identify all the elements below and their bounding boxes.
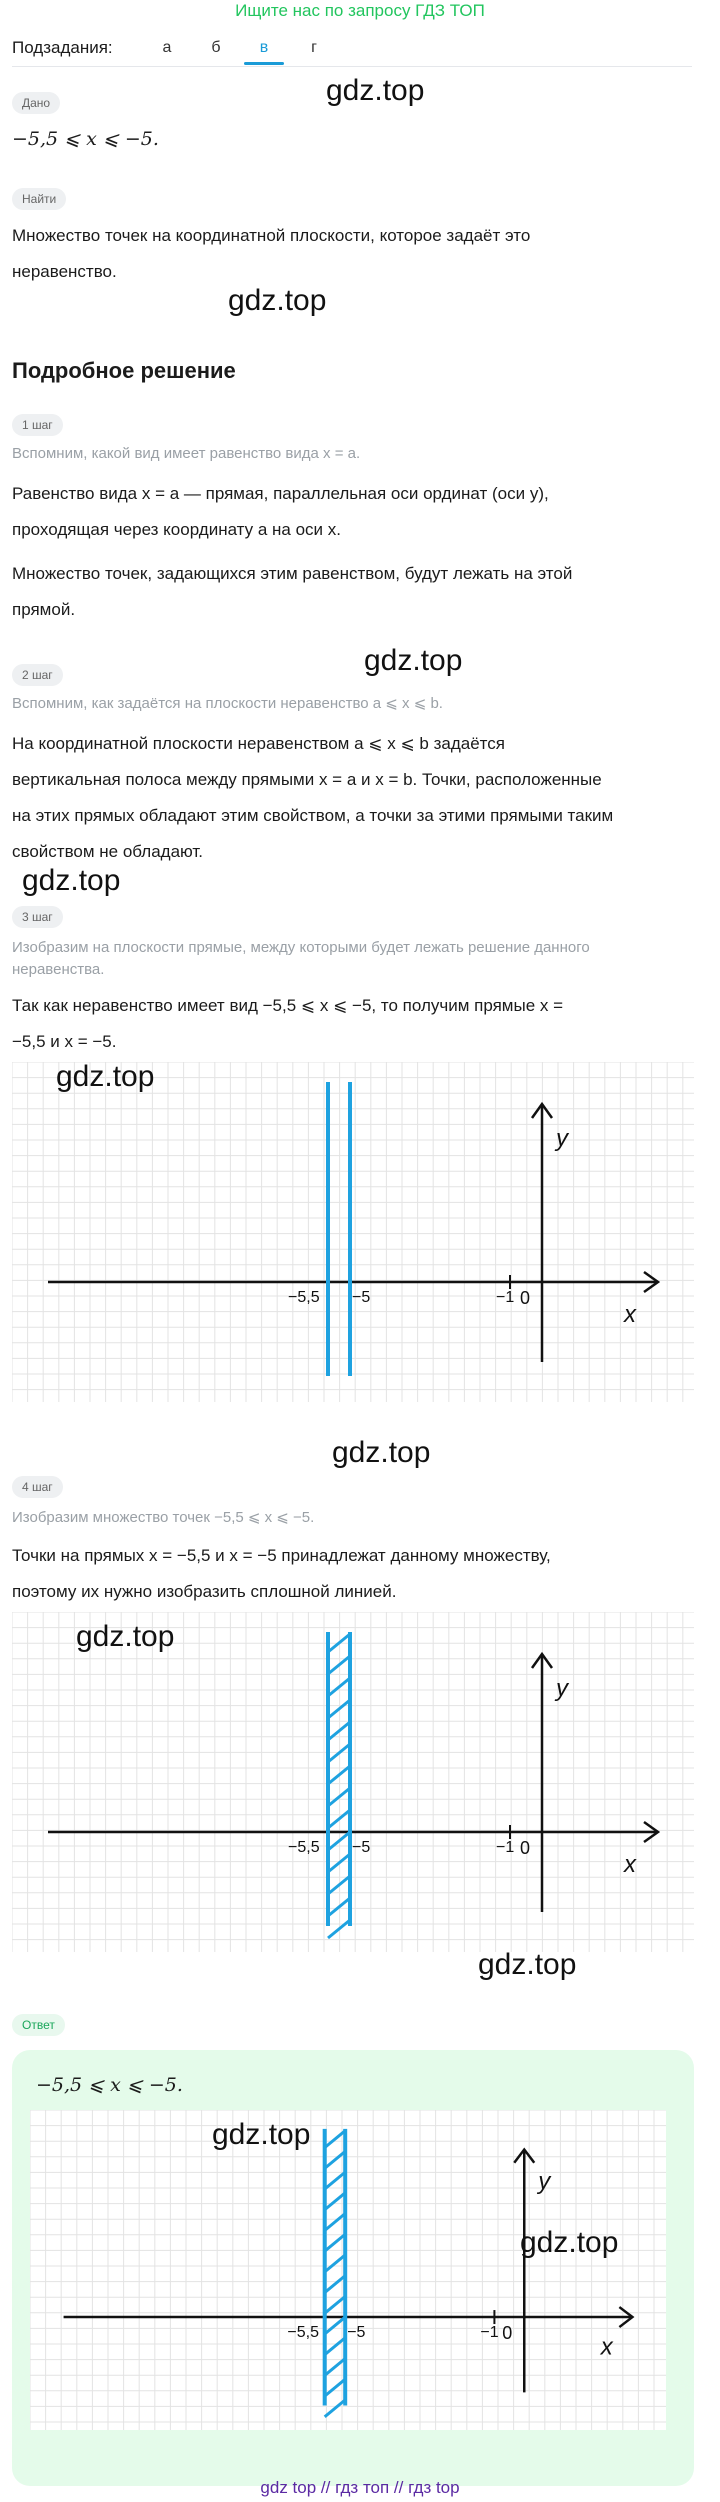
tick-label-minus-5-5: −5,5 [288, 1289, 320, 1306]
hatch-stroke [328, 1810, 350, 1828]
subtasks-label: Подзадания: [12, 38, 113, 57]
top-banner[interactable]: Ищите нас по запросу ГДЗ ТОП [235, 1, 485, 20]
hatch-stroke [328, 1832, 350, 1850]
step3-hint-line2: неравенства. [12, 961, 105, 978]
step3-line1: Так как неравенство имеет вид −5,5 ⩽ x ⩽ −5, то получим прямые x = [12, 996, 564, 1015]
step4-hint: Изобразим множество точек −5,5 ⩽ x ⩽ −5. [12, 1509, 315, 1526]
divider [12, 66, 692, 67]
hatch-stroke [328, 1744, 350, 1762]
tick-label-minus-5-5: −5,5 [287, 2324, 319, 2342]
solution-title: Подробное решение [12, 358, 236, 383]
tab-b[interactable]: б [211, 39, 221, 56]
y-axis-label: y [556, 1675, 568, 1702]
tick-label-minus-1: −1 [496, 1289, 515, 1306]
step3-line2: −5,5 и x = −5. [12, 1032, 117, 1051]
tick-label-minus-5: −5 [352, 1289, 371, 1306]
graph-lines [12, 1062, 694, 1402]
step2-hint: Вспомним, как задаётся на плоскости неравенство a ⩽ x ⩽ b. [12, 695, 443, 712]
watermark: gdz.top [364, 644, 463, 677]
x-axis-label: x [624, 1851, 636, 1878]
graph-answer [30, 2110, 666, 2430]
watermark: gdz.top [22, 864, 121, 897]
step1-p1-line1: Равенство вида x = a — прямая, параллельная оси ординат (оси y), [12, 484, 549, 503]
step2-line2: вертикальная полоса между прямыми x = a и x = b. Точки, расположенные [12, 770, 602, 789]
grid [30, 2110, 666, 2430]
hatch-stroke [328, 1700, 350, 1718]
grid [12, 1612, 694, 1952]
hatch-stroke [328, 1678, 350, 1696]
y-axis-label: y [556, 1125, 568, 1152]
watermark: gdz.top [520, 2226, 619, 2259]
step1-hint: Вспомним, какой вид имеет равенство вида x = a. [12, 445, 361, 462]
hatch-stroke [328, 1788, 350, 1806]
hatch-stroke [328, 1898, 350, 1916]
tick-label-minus-5: −5 [352, 1839, 371, 1856]
step1-p2-line2: прямой. [12, 600, 76, 619]
watermark: gdz.top [212, 2118, 311, 2151]
answer-formula: −5,5 ⩽ x ⩽ −5. [36, 2074, 183, 2096]
tab-g[interactable]: г [311, 39, 317, 56]
tab-a[interactable]: а [162, 39, 172, 56]
step1-p2-line1: Множество точек, задающихся этим равенством, будут лежать на этой [12, 564, 573, 583]
y-axis-label: y [538, 2168, 551, 2196]
active-tab-indicator [244, 62, 284, 65]
hatch-stroke [328, 1854, 350, 1872]
step2-line1: На координатной плоскости неравенством a ⩽ x ⩽ b задаётся [12, 734, 505, 753]
subtasks-bar [12, 30, 702, 66]
find-text-line2: неравенство. [12, 262, 117, 281]
x-axis-label: x [624, 1301, 636, 1328]
origin-label: 0 [520, 1288, 531, 1308]
hatch-stroke [328, 1722, 350, 1740]
step2-line3: на этих прямых обладают этим свойством, а точки за этими прямыми таким [12, 806, 614, 825]
given-formula: −5,5 ⩽ x ⩽ −5. [12, 128, 159, 150]
step2-chip: 2 шаг [12, 664, 63, 686]
graph-strip [12, 1612, 694, 1952]
step1-chip: 1 шаг [12, 414, 63, 436]
given-chip: Дано [12, 92, 60, 114]
hatch-stroke [328, 1876, 350, 1894]
tick-label-minus-5: −5 [347, 2324, 366, 2342]
grid [12, 1062, 694, 1402]
tick-label-minus-1: −1 [496, 1839, 515, 1856]
find-text-line1: Множество точек на координатной плоскости, которое задаёт это [12, 226, 531, 245]
watermark: gdz.top [76, 1620, 175, 1653]
step4-line1: Точки на прямых x = −5,5 и x = −5 принадлежат данному множеству, [12, 1546, 551, 1565]
watermark: gdz.top [228, 284, 327, 317]
origin-label: 0 [502, 2323, 513, 2344]
step1-p1-line2: проходящая через координату a на оси x. [12, 520, 342, 539]
step2-line4: свойством не обладают. [12, 842, 204, 861]
step3-hint-line1: Изобразим на плоскости прямые, между которыми будет лежать решение данного [12, 939, 590, 956]
step4-chip: 4 шаг [12, 1476, 63, 1498]
tick-label-minus-5-5: −5,5 [288, 1839, 320, 1856]
answer-chip: Ответ [12, 2014, 65, 2036]
hatch-stroke [328, 1920, 350, 1938]
x-axis-label: x [600, 2333, 613, 2361]
step3-chip: 3 шаг [12, 906, 63, 928]
watermark: gdz.top [326, 74, 425, 107]
hatch-stroke [328, 1766, 350, 1784]
watermark: gdz.top [478, 1948, 577, 1981]
find-chip: Найти [12, 188, 66, 210]
origin-label: 0 [520, 1838, 531, 1858]
step4-line2: поэтому их нужно изобразить сплошной линией. [12, 1582, 397, 1601]
watermark: gdz.top [332, 1436, 431, 1469]
tab-v[interactable]: в [259, 39, 269, 56]
watermark: gdz.top [56, 1060, 155, 1093]
footer-links[interactable]: gdz top // гдз топ // гдз top [260, 2478, 460, 2497]
tick-label-minus-1: −1 [480, 2324, 499, 2342]
